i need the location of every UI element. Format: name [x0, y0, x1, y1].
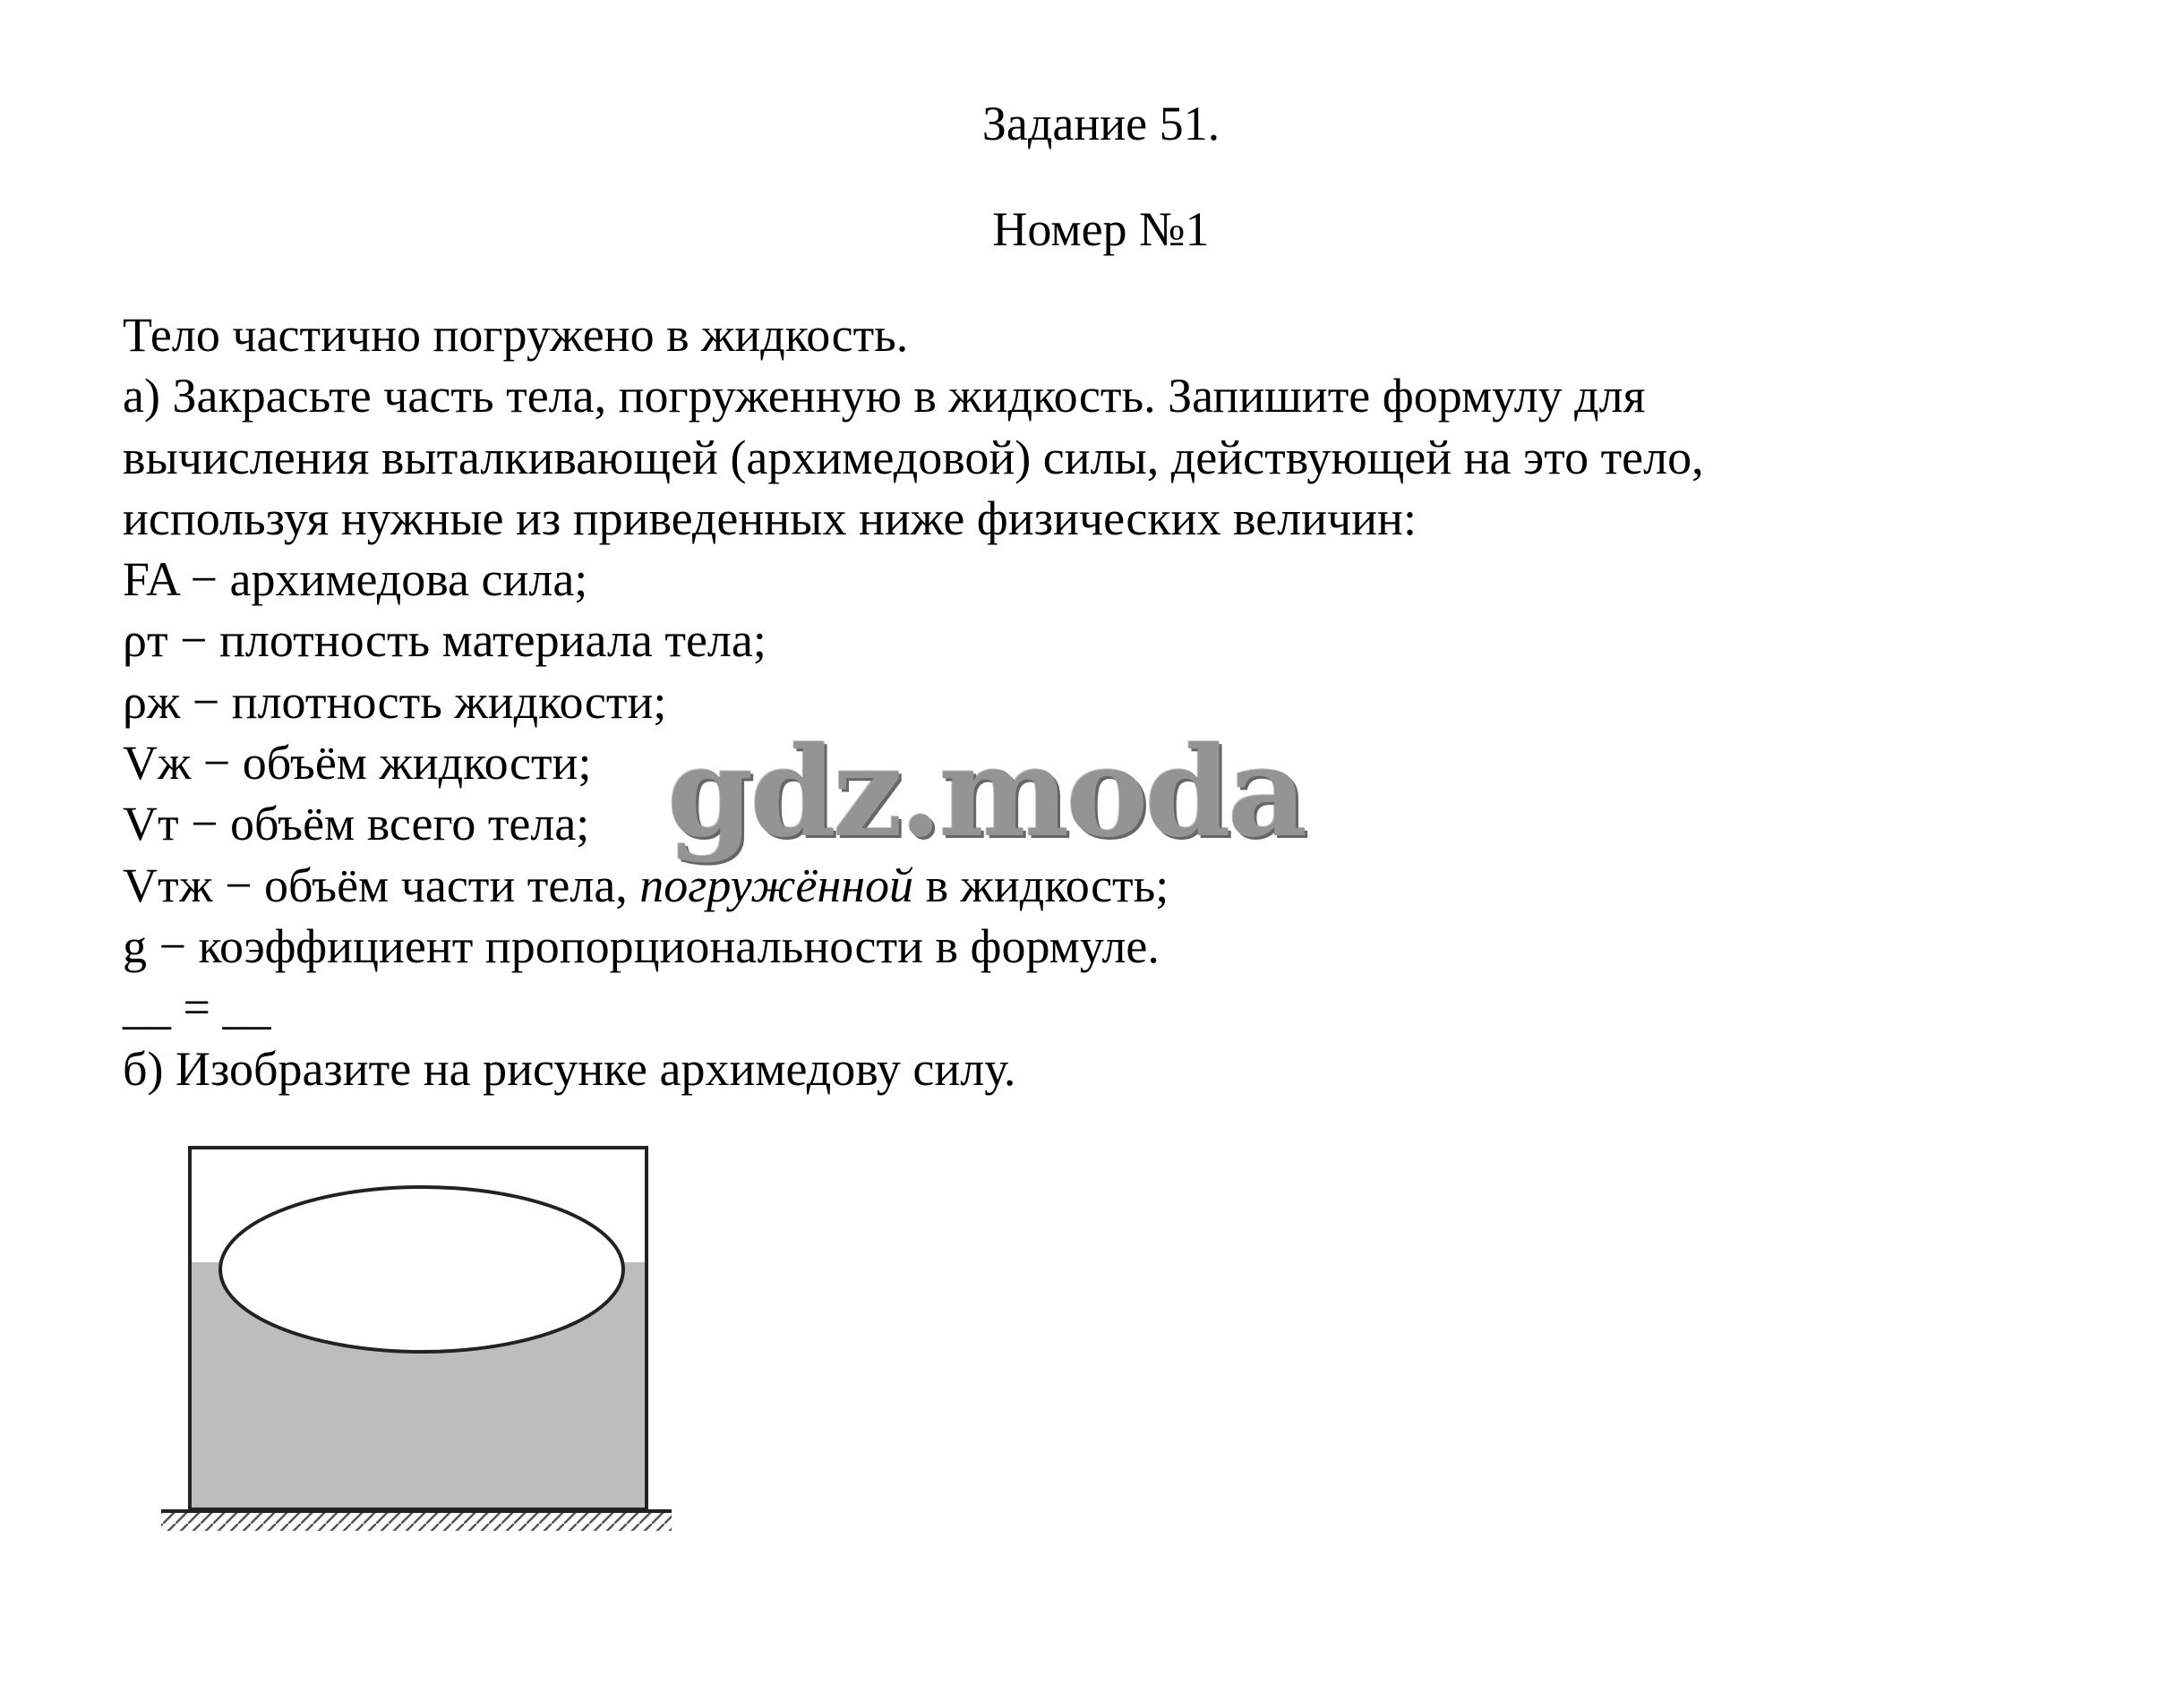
ground-hatch — [161, 1513, 672, 1531]
floating-body — [220, 1187, 623, 1352]
part-a-line-3: используя нужные из приведенных ниже физических величин: — [123, 491, 1417, 545]
quantity-v-tzh-suffix: в жидкость; — [913, 858, 1169, 912]
formula-blank: __ = __ — [123, 980, 271, 1035]
watermark-logo: gdz.moda — [667, 719, 1305, 865]
quantity-rho-zh: ρж − плотность жидкости; — [123, 674, 667, 729]
quantity-v-t: Vт − объём всего тела; — [123, 797, 590, 851]
part-a-line-2: вычисления выталкивающей (архимедовой) силы, действующей на это тело, — [123, 430, 1704, 484]
quantity-g: g − коэффициент пропорциональности в формуле. — [123, 918, 1160, 973]
quantity-rho-t: ρт − плотность материала тела; — [123, 613, 767, 668]
intro-line: Тело частично погружено в жидкость. — [123, 308, 909, 362]
vessel-figure — [125, 1110, 698, 1576]
quantity-v-tzh-italic: погружённой — [639, 858, 914, 912]
quantity-fa: FA − архимедова сила; — [123, 552, 588, 607]
part-b-line: б) Изобразите на рисунке архимедову силу. — [123, 1041, 1016, 1096]
quantity-v-tzh-prefix: Vтж − объём части тела, — [123, 858, 640, 912]
part-a-line-1: а) Закрасьте часть тела, погруженную в жидкость. Запишите формулу для — [123, 369, 1646, 423]
task-title: Задание 51. — [981, 97, 1220, 150]
task-number: Номер №1 — [992, 202, 1210, 256]
quantity-v-zh: Vж − объём жидкости; — [123, 736, 592, 790]
task-text — [123, 304, 2093, 1099]
